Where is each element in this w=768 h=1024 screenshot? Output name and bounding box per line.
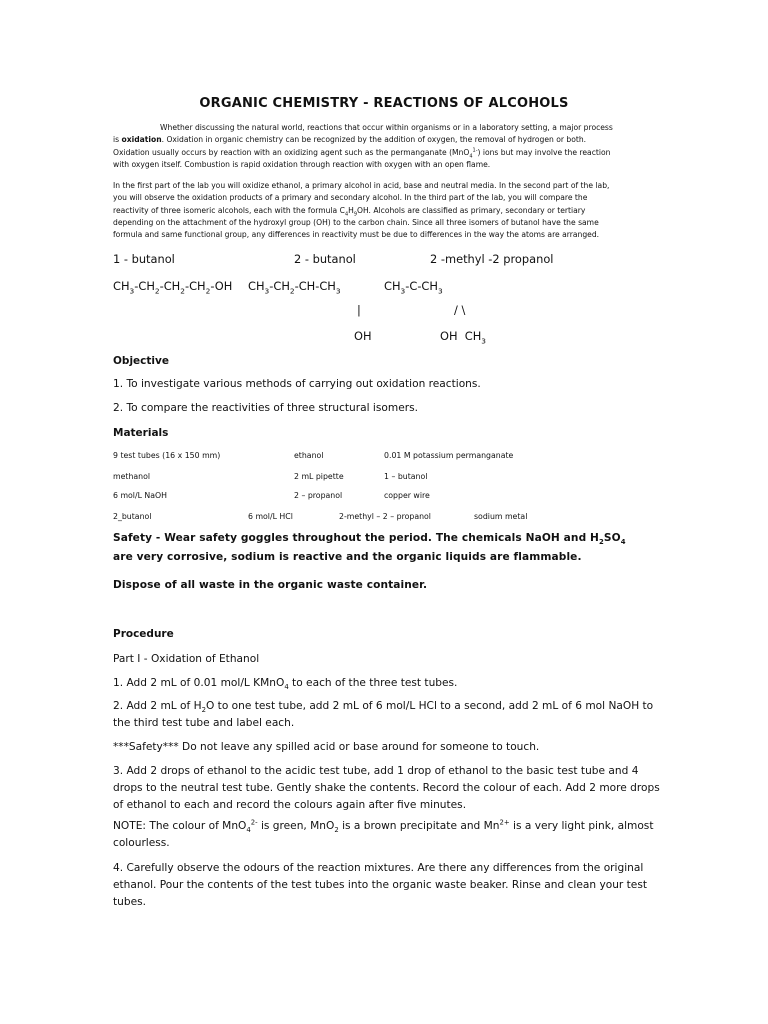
materials-cell: copper wire xyxy=(384,491,430,500)
materials-cell: 9 test tubes (16 x 150 mm) xyxy=(113,451,221,460)
intro-p2-line1: In the first part of the lab you will oxidize ethanol, a primary alcohol in acid, base and neutral media. In the second part of the lab, xyxy=(113,181,610,190)
isomer-3-substituents: OH $CH_3$ xyxy=(440,329,487,346)
materials-cell: 6 mol/L NaOH xyxy=(113,491,168,500)
procedure-step-2: 2. Add 2 mL of $H_2O$ to one test tube, add 2 mL of 6 mol/L HCl to a second, add 2 mL of 6 mol NaOH to the third test tube and label each. xyxy=(113,700,654,729)
materials-cell: 2 – propanol xyxy=(294,491,343,500)
intro-p1-line4: with oxygen itself. Combustion is rapid oxidation through reaction with oxygen with an open flame. xyxy=(113,159,491,169)
procedure-step-1: 1. Add 2 mL of 0.01 mol/L KMnO$_4$ to each of the three test tubes. xyxy=(113,677,458,692)
page-title: ORGANIC CHEMISTRY - REACTIONS OF ALCOHOLS xyxy=(199,96,569,111)
materials-cell: 2_butanol xyxy=(113,512,152,521)
objective-item-2: 2. To compare the reactivities of three structural isomers. xyxy=(113,402,418,414)
materials-cell: 2 mL pipette xyxy=(294,472,344,481)
intro-p2-line2: you will observe the oxidation products of a primary and secondary alcohol. In the third part of the lab, you will compare the xyxy=(113,193,588,203)
colour-note: NOTE: The colour of MnO$_4^{2-}$ is green, MnO$_2$ is a brown precipitate and $Mn^{2+}$ is a very light pink, almost colourless. xyxy=(113,818,654,849)
intro-p1-line1: Whether discussing the natural world, reactions that occur within organisms or in a laboratory setting, a major process xyxy=(160,123,613,132)
procedure-heading: Procedure xyxy=(113,628,174,640)
dispose-note: Dispose of all waste in the organic waste container. xyxy=(113,579,428,591)
materials-cell: ethanol xyxy=(294,451,324,460)
safety-line-2: are very corrosive, sodium is reactive and the organic liquids are flammable. xyxy=(113,551,582,563)
objective-item-1: 1. To investigate various methods of carrying out oxidation reactions. xyxy=(113,378,481,390)
materials-cell: 2-methyl – 2 – propanol xyxy=(339,512,431,521)
intro-p1-line3: Oxidation usually occurs by reaction with an oxidizing agent such as the permanganate (MnO$_4^{1-}$) ions but may involve the reaction xyxy=(113,147,611,160)
objective-heading: Objective xyxy=(113,355,169,367)
intro-p1-line2: is oxidation. Oxidation in organic chemistry can be recognized by the addition of oxygen, the removal of hydrogen or both. xyxy=(113,135,587,145)
materials-cell: 6 mol/L HCl xyxy=(248,512,293,521)
isomer-formula-3: $CH_3-C-CH_3$ xyxy=(384,279,443,296)
isomer-formula-2: $CH_3-CH_2-CH-CH_3$ xyxy=(248,279,341,296)
isomer-name-1: 1 - butanol xyxy=(113,252,175,266)
oxidation-term: oxidation xyxy=(121,135,162,145)
isomer-name-2: 2 - butanol xyxy=(294,252,356,266)
intro-paragraph-1 xyxy=(113,122,653,171)
isomer-name-3: 2 -methyl -2 propanol xyxy=(430,252,554,266)
intro-p2-line4: depending on the attachment of the hydroxyl group (OH) to the carbon chain. Since all three isomers of butanol have the same xyxy=(113,217,599,227)
isomer-formula-1: $CH_3-CH_2-CH_2-CH_2-OH$ xyxy=(113,279,233,296)
procedure-step-4: 4. Carefully observe the odours of the reaction mixtures. Are there any differences from the original ethanol. Pour the contents of the test tubes into the organic waste beaker. Rinse and clean your test tubes. xyxy=(113,862,648,908)
safety-spill-note: ***Safety*** Do not leave any spilled acid or base around for someone to touch. xyxy=(113,741,540,753)
materials-cell: methanol xyxy=(113,472,151,481)
materials-cell: 1 – butanol xyxy=(384,472,428,481)
procedure-step-3: 3. Add 2 drops of ethanol to the acidic test tube, add 1 drop of ethanol to the basic test tube and 4 drops to the neutral test tube. Gently shake the contents. Record the colour of each. Add 2 more drops of ethanol to each and record the colours again after five minutes. xyxy=(113,765,660,811)
materials-cell: sodium metal xyxy=(474,512,528,521)
isomer-2-substituent: OH xyxy=(354,329,372,343)
intro-paragraph-2 xyxy=(113,180,653,241)
isomer-3-bonds: / \ xyxy=(454,303,466,317)
intro-p2-line5: formula and same functional group, any differences in reactivity must be due to differences in the way the atoms are arranged. xyxy=(113,230,600,240)
materials-heading: Materials xyxy=(113,427,169,439)
isomer-2-bond: | xyxy=(357,303,361,317)
intro-p2-line3: reactivity of three isomeric alcohols, each with the formula $C_4H_9OH$. Alcohols are classified as primary, secondary or tertiary xyxy=(113,205,586,218)
materials-cell: 0.01 M potassium permanganate xyxy=(384,451,514,460)
safety-line-1: Safety - Wear safety goggles throughout the period. The chemicals NaOH and $H_2SO_4$ xyxy=(113,532,626,547)
part-1-heading: Part I - Oxidation of Ethanol xyxy=(113,653,260,665)
